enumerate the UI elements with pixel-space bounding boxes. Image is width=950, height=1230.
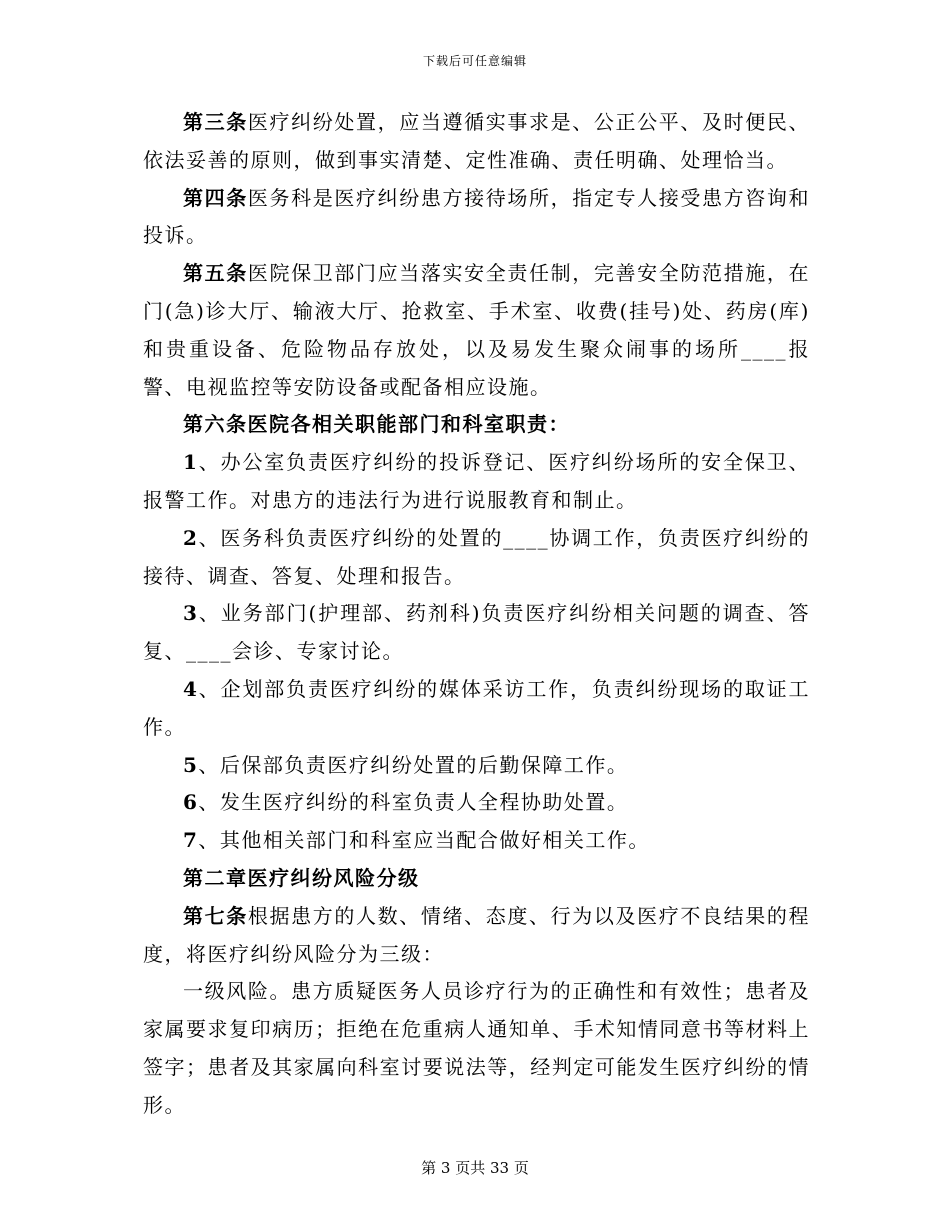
article-3-text: 医疗纠纷处置，应当遵循实事求是、公正公平、及时便民、依法妥善的原则，做到事实清楚、定性准确、责任明确、处理恰当。 xyxy=(143,110,810,172)
duty-item xyxy=(143,747,810,785)
article-6-heading: 第六条医院各相关职能部门和科室职责： xyxy=(183,412,570,437)
article-5-lead: 第五条 xyxy=(183,261,248,286)
duty-item xyxy=(143,671,810,747)
duty-item xyxy=(143,822,810,860)
duty-text: 、业务部门(护理部、药剂科)负责医疗纠纷相关问题的调查、答复、____会诊、专家讨论。 xyxy=(143,601,810,664)
duty-item xyxy=(143,444,810,520)
article-3-lead: 第三条 xyxy=(183,110,248,134)
article-5 xyxy=(143,255,810,406)
duty-text: 、办公室负责医疗纠纷的投诉登记、医疗纠纷场所的安全保卫、报警工作。对患方的违法行为进行说服教育和制止。 xyxy=(143,450,810,512)
duty-text: 、发生医疗纠纷的科室负责人全程协助处置。 xyxy=(198,790,629,815)
duty-number: 7 xyxy=(183,828,199,853)
duty-number: 3 xyxy=(183,601,199,626)
article-4 xyxy=(143,180,810,256)
article-5-text: 医院保卫部门应当落实安全责任制，完善安全防范措施，在门(急)诊大厅、输液大厅、抢救室、手术室、收费(挂号)处、药房(库)和贵重设备、危险物品存放处，以及易发生聚众闹事的场所____报警、电视监控等安防设备或配备相应设施。 xyxy=(143,261,810,399)
article-7-text: 根据患方的人数、情绪、态度、行为以及医疗不良结果的程度，将医疗纠纷风险分为三级： xyxy=(143,903,810,966)
duty-text: 、后保部负责医疗纠纷处置的后勤保障工作。 xyxy=(198,752,629,777)
duty-item xyxy=(143,520,810,596)
document-body xyxy=(143,104,810,1125)
duty-text: 、其他相关部门和科室应当配合做好相关工作。 xyxy=(198,828,650,853)
article-3 xyxy=(143,104,810,180)
duty-item xyxy=(143,784,810,822)
page-header: 下载后可任意编辑 xyxy=(422,54,527,68)
article-4-lead: 第四条 xyxy=(183,185,248,210)
article-7-lead: 第七条 xyxy=(183,903,248,928)
duty-number: 5 xyxy=(183,752,199,777)
risk-level-1: 一级风险。患方质疑医务人员诊疗行为的正确性和有效性；患者及家属要求复印病历；拒绝在危重病人通知单、手术知情同意书等材料上签字；患者及其家属向科室讨要说法等，经判定可能发生医疗纠纷的情形。 xyxy=(143,979,810,1117)
page-footer: 第 3 页共 33 页 xyxy=(421,1159,529,1177)
duty-item xyxy=(143,595,810,671)
article-7 xyxy=(143,898,810,974)
duty-number: 2 xyxy=(183,525,199,550)
chapter-2-heading: 第二章医疗纠纷风险分级 xyxy=(183,865,420,890)
duty-number: 4 xyxy=(183,676,199,701)
duty-number: 1 xyxy=(183,450,199,475)
duty-number: 6 xyxy=(183,790,199,815)
duty-text: 、企划部负责医疗纠纷的媒体采访工作，负责纠纷现场的取证工作。 xyxy=(143,676,810,739)
duty-text: 、医务科负责医疗纠纷的处置的____协调工作，负责医疗纠纷的接待、调查、答复、处理和报告。 xyxy=(143,525,810,588)
article-4-text: 医务科是医疗纠纷患方接待场所，指定专人接受患方咨询和投诉。 xyxy=(143,185,810,248)
